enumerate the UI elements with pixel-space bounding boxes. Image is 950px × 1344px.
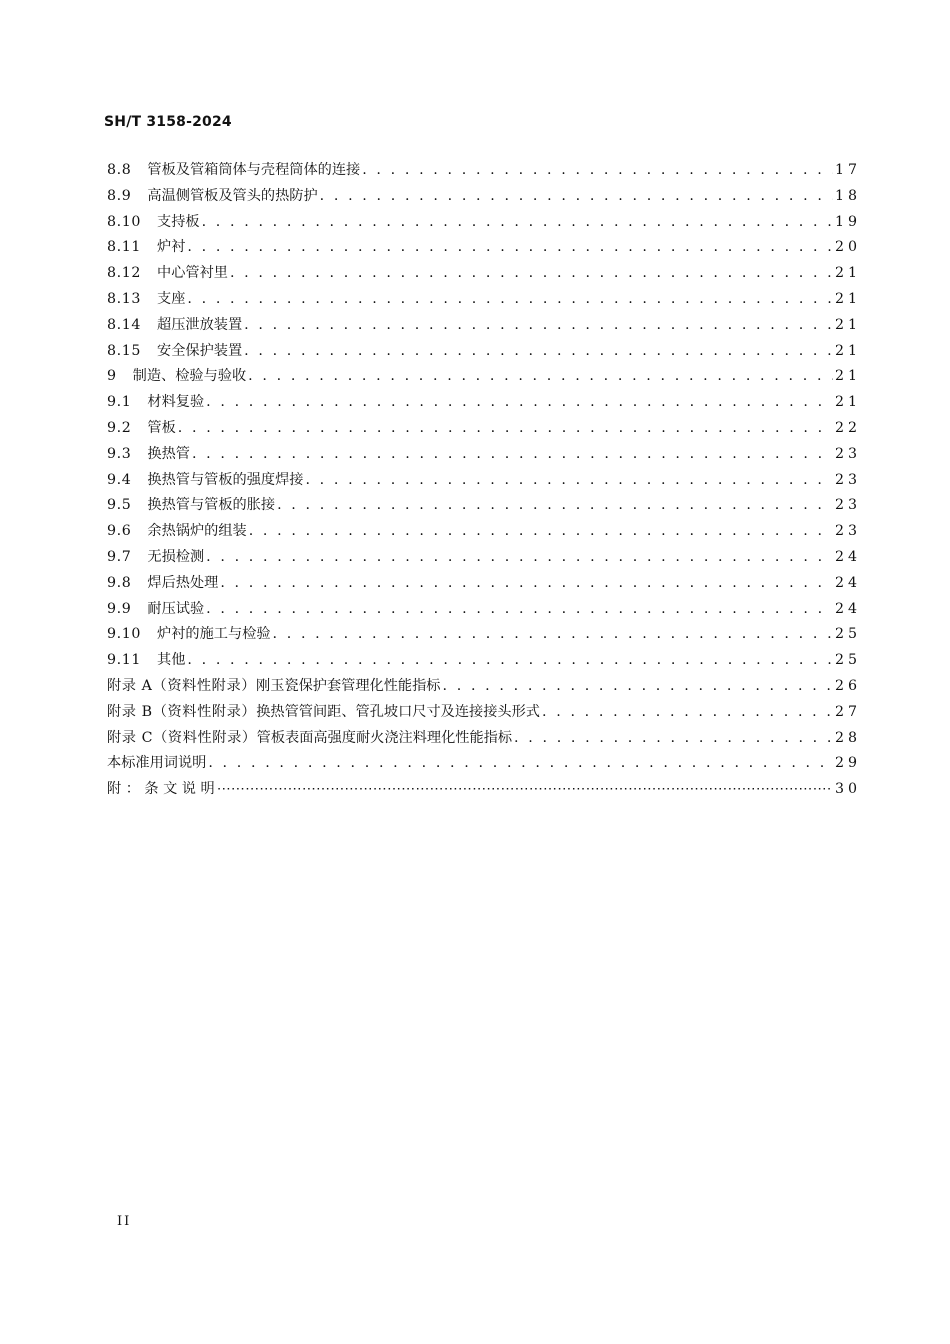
- toc-entry-title: 换热管: [147, 445, 190, 462]
- toc-entry[interactable]: [107, 494, 861, 520]
- toc-entry-number: 8.14: [107, 316, 141, 333]
- toc-entry-page: 25: [834, 652, 861, 669]
- toc-entry-page: 26: [834, 677, 861, 694]
- toc-entry-title: 刚玉瓷保护套管理化性能指标: [256, 677, 441, 694]
- toc-entry-page: 24: [834, 548, 861, 565]
- toc-entry-page: 21: [834, 316, 861, 333]
- toc-entry-number: 8.8: [107, 162, 132, 178]
- toc-entry[interactable]: [107, 778, 861, 804]
- dot-leader: [202, 214, 833, 230]
- dot-leader: [542, 704, 833, 720]
- toc-entry-number: 9.9: [107, 600, 132, 617]
- toc-entry-page: 23: [834, 497, 861, 514]
- dot-leader: [443, 678, 833, 694]
- toc-entry-number: 9.1: [107, 394, 132, 411]
- toc-entry[interactable]: [107, 211, 861, 237]
- toc-entry-title: 管板表面高强度耐火浇注料理化性能指标: [256, 729, 513, 746]
- toc-entry-title: 支座: [157, 290, 186, 307]
- toc-entry[interactable]: [107, 623, 861, 649]
- toc-entry-number: 9.10: [107, 626, 141, 643]
- dot-leader: [305, 472, 832, 488]
- toc-entry-page: 22: [834, 419, 861, 436]
- toc-entry-number: 9.5: [107, 497, 132, 514]
- toc-entry-page: 21: [834, 368, 861, 385]
- toc-entry-page: 25: [834, 626, 861, 643]
- toc-entry[interactable]: [107, 236, 861, 262]
- table-of-contents: [107, 159, 861, 804]
- toc-entry-number: 8.13: [107, 290, 141, 307]
- toc-entry-title: 支持板: [157, 213, 200, 230]
- dot-leader: [514, 730, 833, 746]
- toc-entry-title: 余热锅炉的组装: [147, 523, 247, 540]
- toc-entry-number: 9.3: [107, 445, 132, 462]
- toc-entry-page: 24: [834, 600, 861, 617]
- dot-leader: [206, 549, 833, 565]
- toc-entry-page: 23: [834, 523, 861, 540]
- toc-entry-number: 8.15: [107, 342, 141, 359]
- toc-entry[interactable]: [107, 159, 861, 185]
- toc-entry[interactable]: [107, 443, 861, 469]
- dot-leader: [187, 239, 833, 255]
- toc-entry-number: 8.11: [107, 239, 141, 256]
- toc-entry-page: 19: [834, 213, 861, 230]
- toc-entry-page: 28: [834, 729, 861, 746]
- dot-leader: [277, 497, 833, 513]
- toc-entry-title: 高温侧管板及管头的热防护: [147, 187, 318, 204]
- toc-entry-number: 9.11: [107, 652, 141, 669]
- toc-entry-title: 换热管与管板的强度焊接: [147, 471, 304, 488]
- toc-entry-page: 27: [834, 703, 861, 720]
- toc-entry-title: 制造、检验与验收: [132, 368, 247, 385]
- toc-entry-page: 21: [834, 265, 861, 282]
- toc-entry[interactable]: [107, 314, 861, 340]
- toc-entry-title: 其他: [157, 652, 186, 669]
- toc-entry-title: 焊后热处理: [147, 574, 219, 591]
- dot-leader: [187, 291, 833, 307]
- toc-entry-title: 超压泄放装置: [157, 316, 243, 333]
- toc-entry-number: 9.2: [107, 419, 132, 436]
- toc-entry[interactable]: [107, 675, 861, 701]
- toc-entry-title: 附 ： 条 文 说 明: [107, 781, 215, 798]
- toc-entry[interactable]: [107, 701, 861, 727]
- dot-leader: [208, 755, 833, 771]
- document-code: SH/T 3158-2024: [104, 114, 232, 130]
- toc-entry-title: 管板及管箱筒体与壳程筒体的连接: [147, 162, 361, 178]
- toc-entry-title: 换热管与管板的胀接: [147, 497, 276, 514]
- toc-entry-title: 本标准用词说明: [107, 755, 207, 772]
- toc-entry[interactable]: [107, 649, 861, 675]
- toc-entry[interactable]: [107, 185, 861, 211]
- dot-leader: [206, 394, 833, 410]
- toc-entry-number: 9.7: [107, 548, 132, 565]
- toc-entry-page: 23: [834, 445, 861, 462]
- toc-entry-number: 9: [107, 368, 117, 385]
- toc-entry-title: 安全保护装置: [157, 342, 243, 359]
- toc-entry-title: 炉衬: [157, 239, 186, 256]
- toc-entry[interactable]: [107, 365, 861, 391]
- toc-entry-page: 18: [834, 187, 861, 204]
- toc-entry-number: 8.12: [107, 265, 141, 282]
- toc-entry-page: 24: [834, 574, 861, 591]
- dot-leader: [244, 343, 833, 359]
- dot-leader: [244, 317, 833, 333]
- toc-entry-page: 23: [834, 471, 861, 488]
- toc-entry-title: 管板: [147, 419, 176, 436]
- dot-leader: [220, 575, 833, 591]
- toc-entry-number: 9.8: [107, 574, 132, 591]
- toc-entry-number: 附录 A（资料性附录）: [107, 677, 257, 694]
- dot-leader: [217, 781, 833, 797]
- toc-entry-number: 附录 C（资料性附录）: [107, 729, 257, 746]
- toc-entry[interactable]: [107, 546, 861, 572]
- toc-entry-title: 耐压试验: [147, 600, 205, 617]
- toc-entry-page: 21: [834, 394, 861, 411]
- toc-entry-page: 29: [834, 755, 861, 772]
- toc-entry[interactable]: [107, 752, 861, 778]
- toc-entry-number: 8.10: [107, 213, 141, 230]
- toc-entry-title: 中心管衬里: [157, 265, 228, 282]
- toc-entry-page: 21: [834, 290, 861, 307]
- toc-entry[interactable]: [107, 340, 861, 366]
- toc-entry-number: 9.6: [107, 523, 132, 540]
- toc-entry[interactable]: [107, 572, 861, 598]
- toc-entry-number: 9.4: [107, 471, 132, 488]
- dot-leader: [230, 265, 833, 281]
- toc-entry-title: 炉衬的施工与检验: [157, 626, 271, 643]
- toc-entry[interactable]: [107, 288, 861, 314]
- toc-entry[interactable]: [107, 598, 861, 624]
- toc-entry-title: 无损检测: [147, 548, 205, 565]
- toc-entry[interactable]: [107, 520, 861, 546]
- dot-leader: [248, 368, 833, 384]
- dot-leader: [362, 162, 833, 178]
- toc-entry-page: 17: [834, 162, 861, 178]
- dot-leader: [192, 446, 833, 462]
- toc-entry-page: 30: [834, 781, 861, 798]
- dot-leader: [273, 626, 833, 642]
- toc-entry[interactable]: [107, 727, 861, 753]
- toc-entry-page: 21: [834, 342, 861, 359]
- toc-entry[interactable]: [107, 469, 861, 495]
- dot-leader: [206, 601, 833, 617]
- toc-entry[interactable]: [107, 391, 861, 417]
- toc-entry-title: 材料复验: [147, 394, 205, 411]
- toc-entry-number: 8.9: [107, 187, 132, 204]
- toc-entry[interactable]: [107, 262, 861, 288]
- dot-leader: [187, 652, 833, 668]
- page-number: II: [117, 1214, 132, 1229]
- toc-entry[interactable]: [107, 417, 861, 443]
- toc-entry-title: 换热管管间距、管孔坡口尺寸及连接接头形式: [256, 703, 540, 720]
- toc-entry-number: 附录 B（资料性附录）: [107, 703, 257, 720]
- dot-leader: [178, 420, 833, 436]
- toc-entry-page: 20: [834, 239, 861, 256]
- dot-leader: [320, 188, 833, 204]
- dot-leader: [249, 523, 833, 539]
